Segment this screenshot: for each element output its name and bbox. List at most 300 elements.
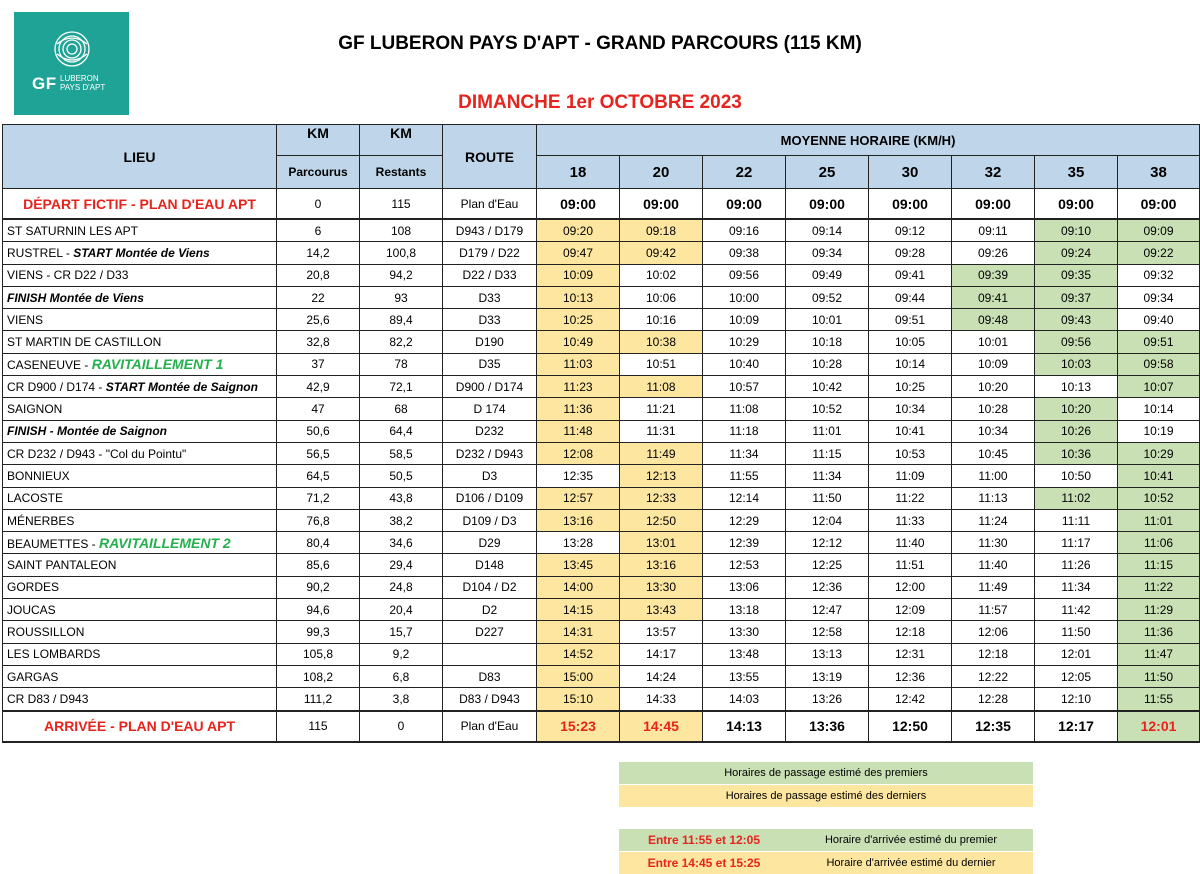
lieu-climb: START Montée de Viens <box>73 245 210 260</box>
cell-lieu <box>3 442 277 464</box>
lieu-ravitaillement: RAVITAILLEMENT 2 <box>99 534 231 551</box>
header-lieu: LIEU <box>3 125 277 189</box>
table-row <box>3 711 1200 742</box>
header-speed: 35 <box>1035 156 1118 189</box>
lieu-climb: FINISH Montée de Viens <box>7 290 144 305</box>
cell-km-restants: 68 <box>360 398 443 420</box>
cell-time: 10:34 <box>869 398 952 420</box>
cell-time: 09:41 <box>869 264 952 286</box>
note-dernier-desc: Horaire d'arrivée estimé du dernier <box>826 857 996 869</box>
cell-km-parcourus: 99,3 <box>277 621 360 643</box>
cell-time: 10:42 <box>786 376 869 398</box>
cell-km-restants: 94,2 <box>360 264 443 286</box>
cell-route: D900 / D174 <box>443 376 537 398</box>
cell-time: 09:34 <box>786 242 869 264</box>
cell-time: 11:15 <box>786 442 869 464</box>
cell-time: 11:21 <box>620 398 703 420</box>
note-premier <box>619 829 1033 851</box>
cell-time: 11:00 <box>952 465 1035 487</box>
cell-time: 11:50 <box>1035 621 1118 643</box>
table-row <box>3 353 1200 375</box>
cell-time: 10:25 <box>537 309 620 331</box>
cell-lieu <box>3 353 277 375</box>
cell-time: 12:36 <box>869 665 952 687</box>
cell-time: 10:41 <box>869 420 952 442</box>
table-row <box>3 665 1200 687</box>
header-km-parcourus: KM <box>277 125 360 156</box>
lieu-text: CR D232 / D943 - "Col du Pointu" <box>7 446 187 461</box>
cell-time: 09:20 <box>537 219 620 242</box>
header-restants-sub: Restants <box>360 156 443 189</box>
cell-time: 12:36 <box>786 576 869 598</box>
cell-time: 10:45 <box>952 442 1035 464</box>
cell-time: 11:02 <box>1035 487 1118 509</box>
cell-km-parcourus: 108,2 <box>277 665 360 687</box>
cell-time: 12:33 <box>620 487 703 509</box>
cell-time: 11:23 <box>537 376 620 398</box>
cell-time: 13:19 <box>786 665 869 687</box>
cell-km-restants: 108 <box>360 219 443 242</box>
cell-km-parcourus: 94,6 <box>277 599 360 621</box>
cell-lieu <box>3 219 277 242</box>
cell-km-parcourus: 42,9 <box>277 376 360 398</box>
cell-lieu <box>3 532 277 554</box>
cell-time: 10:50 <box>1035 465 1118 487</box>
cell-time: 10:53 <box>869 442 952 464</box>
cell-time: 14:45 <box>620 711 703 742</box>
cell-time: 11:09 <box>869 465 952 487</box>
cell-km-parcourus: 115 <box>277 711 360 742</box>
cell-time: 14:00 <box>537 576 620 598</box>
cell-time: 09:18 <box>620 219 703 242</box>
cell-km-parcourus: 6 <box>277 219 360 242</box>
cell-time: 09:41 <box>952 286 1035 308</box>
cell-time: 10:09 <box>703 309 786 331</box>
cell-km-restants: 29,4 <box>360 554 443 576</box>
legend-derniers: Horaires de passage estimé des derniers <box>619 785 1033 807</box>
cell-km-restants: 34,6 <box>360 532 443 554</box>
lieu-text: VIENS <box>7 312 44 327</box>
header-speed: 30 <box>869 156 952 189</box>
cell-time: 11:26 <box>1035 554 1118 576</box>
note-dernier-range: Entre 14:45 et 15:25 <box>647 856 761 870</box>
cell-lieu <box>3 309 277 331</box>
cell-time: 10:14 <box>1118 398 1200 420</box>
cell-route <box>443 643 537 665</box>
cell-km-parcourus: 71,2 <box>277 487 360 509</box>
cell-time: 09:51 <box>869 309 952 331</box>
cell-time: 13:45 <box>537 554 620 576</box>
cell-time: 13:55 <box>703 665 786 687</box>
cell-time: 14:33 <box>620 688 703 711</box>
cell-time: 09:49 <box>786 264 869 286</box>
table-row <box>3 621 1200 643</box>
note-premier-desc: Horaire d'arrivée estimé du premier <box>824 834 998 846</box>
cell-km-restants: 93 <box>360 286 443 308</box>
cell-time: 11:11 <box>1035 509 1118 531</box>
cell-time: 09:40 <box>1118 309 1200 331</box>
cell-time: 10:38 <box>620 331 703 353</box>
cell-lieu <box>3 487 277 509</box>
cell-time: 09:37 <box>1035 286 1118 308</box>
cell-time: 09:47 <box>537 242 620 264</box>
cell-time: 11:51 <box>869 554 952 576</box>
cell-time: 10:52 <box>786 398 869 420</box>
cell-km-parcourus: 50,6 <box>277 420 360 442</box>
cell-time: 09:51 <box>1118 331 1200 353</box>
cell-time: 09:22 <box>1118 242 1200 264</box>
cell-time: 11:17 <box>1035 532 1118 554</box>
cell-time: 09:43 <box>1035 309 1118 331</box>
lieu-text: ROUSSILLON <box>7 624 85 639</box>
cell-time: 14:31 <box>537 621 620 643</box>
cell-time: 11:49 <box>620 442 703 464</box>
timetable <box>2 124 1200 743</box>
cell-time: 10:57 <box>703 376 786 398</box>
cell-km-restants: 58,5 <box>360 442 443 464</box>
cell-lieu <box>3 242 277 264</box>
cell-lieu <box>3 264 277 286</box>
cell-time: 11:50 <box>786 487 869 509</box>
cell-time: 11:01 <box>786 420 869 442</box>
cell-km-restants: 82,2 <box>360 331 443 353</box>
cell-time: 11:03 <box>537 353 620 375</box>
table-row <box>3 442 1200 464</box>
cell-time: 12:09 <box>869 599 952 621</box>
cell-route: D33 <box>443 286 537 308</box>
cell-km-restants: 100,8 <box>360 242 443 264</box>
cell-route: D148 <box>443 554 537 576</box>
cell-time: 11:15 <box>1118 554 1200 576</box>
cell-time: 14:15 <box>537 599 620 621</box>
cell-time: 11:55 <box>1118 688 1200 711</box>
cell-km-parcourus: 32,8 <box>277 331 360 353</box>
cell-lieu <box>3 554 277 576</box>
cell-time: 11:36 <box>1118 621 1200 643</box>
cell-km-restants: 0 <box>360 711 443 742</box>
lieu-text: BEAUMETTES - <box>7 536 100 551</box>
cell-time: 14:17 <box>620 643 703 665</box>
header-speed: 38 <box>1118 156 1200 189</box>
header-moyenne: MOYENNE HORAIRE (KM/H) <box>537 125 1200 156</box>
cell-lieu <box>3 688 277 711</box>
cell-time: 11:29 <box>1118 599 1200 621</box>
cell-time: 12:42 <box>869 688 952 711</box>
cell-time: 12:31 <box>869 643 952 665</box>
cell-time: 09:16 <box>703 219 786 242</box>
cell-time: 10:51 <box>620 353 703 375</box>
cell-time: 11:01 <box>1118 509 1200 531</box>
cell-km-restants: 43,8 <box>360 487 443 509</box>
cell-time: 09:00 <box>869 189 952 220</box>
table-row <box>3 286 1200 308</box>
cell-route: D109 / D3 <box>443 509 537 531</box>
cell-time: 10:18 <box>786 331 869 353</box>
note-premier-range: Entre 11:55 et 12:05 <box>647 833 761 847</box>
cell-km-restants: 6,8 <box>360 665 443 687</box>
cell-lieu <box>3 643 277 665</box>
table-row <box>3 242 1200 264</box>
cell-lieu <box>3 599 277 621</box>
cell-time: 12:05 <box>1035 665 1118 687</box>
cell-time: 12:22 <box>952 665 1035 687</box>
lieu-ravitaillement: RAVITAILLEMENT 1 <box>91 356 224 373</box>
cell-time: 11:18 <box>703 420 786 442</box>
cell-time: 10:09 <box>537 264 620 286</box>
lieu-text: SAINT PANTALEON <box>7 558 117 573</box>
header-parcourus-sub: Parcourus <box>277 156 360 189</box>
cell-km-parcourus: 56,5 <box>277 442 360 464</box>
cell-lieu: DÉPART FICTIF - PLAN D'EAU APT <box>3 189 277 220</box>
table-row <box>3 554 1200 576</box>
cell-km-parcourus: 105,8 <box>277 643 360 665</box>
cell-time: 10:20 <box>952 376 1035 398</box>
cell-time: 12:58 <box>786 621 869 643</box>
cell-km-parcourus: 25,6 <box>277 309 360 331</box>
cell-time: 13:16 <box>620 554 703 576</box>
table-row <box>3 376 1200 398</box>
cell-time: 13:57 <box>620 621 703 643</box>
cell-time: 12:50 <box>620 509 703 531</box>
cell-km-parcourus: 0 <box>277 189 360 220</box>
cell-route: D232 / D943 <box>443 442 537 464</box>
cell-time: 12:17 <box>1035 711 1118 742</box>
cell-km-parcourus: 111,2 <box>277 688 360 711</box>
cell-time: 12:01 <box>1118 711 1200 742</box>
cell-time: 09:00 <box>703 189 786 220</box>
cell-time: 10:28 <box>786 353 869 375</box>
cell-time: 11:30 <box>952 532 1035 554</box>
cell-time: 09:00 <box>620 189 703 220</box>
cell-time: 11:34 <box>703 442 786 464</box>
cell-time: 10:09 <box>952 353 1035 375</box>
header-speed: 20 <box>620 156 703 189</box>
cell-time: 11:49 <box>952 576 1035 598</box>
cell-time: 11:34 <box>1035 576 1118 598</box>
cell-route: D227 <box>443 621 537 643</box>
cell-km-parcourus: 37 <box>277 353 360 375</box>
cell-time: 13:28 <box>537 532 620 554</box>
cell-km-restants: 89,4 <box>360 309 443 331</box>
cell-time: 12:39 <box>703 532 786 554</box>
cell-route: D35 <box>443 353 537 375</box>
cell-route: D33 <box>443 309 537 331</box>
cell-km-restants: 24,8 <box>360 576 443 598</box>
cell-route: D3 <box>443 465 537 487</box>
table-row <box>3 398 1200 420</box>
cell-time: 11:50 <box>1118 665 1200 687</box>
cell-time: 09:39 <box>952 264 1035 286</box>
table-row <box>3 643 1200 665</box>
header-speed: 18 <box>537 156 620 189</box>
cell-time: 12:01 <box>1035 643 1118 665</box>
cell-km-parcourus: 76,8 <box>277 509 360 531</box>
table-row <box>3 264 1200 286</box>
table-row <box>3 465 1200 487</box>
cell-time: 12:35 <box>952 711 1035 742</box>
cell-time: 13:30 <box>620 576 703 598</box>
cell-km-parcourus: 22 <box>277 286 360 308</box>
lieu-text: ST SATURNIN LES APT <box>7 223 138 238</box>
cell-time: 12:47 <box>786 599 869 621</box>
cell-time: 09:11 <box>952 219 1035 242</box>
cell-time: 10:40 <box>703 353 786 375</box>
cell-route: Plan d'Eau <box>443 711 537 742</box>
table-row <box>3 420 1200 442</box>
cell-route: D83 / D943 <box>443 688 537 711</box>
cell-time: 09:44 <box>869 286 952 308</box>
cell-time: 09:00 <box>1118 189 1200 220</box>
table-row <box>3 487 1200 509</box>
cell-time: 14:24 <box>620 665 703 687</box>
cell-time: 12:29 <box>703 509 786 531</box>
logo-sub: LUBERON PAYS D'APT <box>60 74 106 92</box>
lieu-text: LACOSTE <box>7 491 64 506</box>
lieu-text: CR D900 / D174 - <box>7 379 106 394</box>
cell-time: 11:47 <box>1118 643 1200 665</box>
cell-time: 09:00 <box>952 189 1035 220</box>
lieu-climb: START Montée de Saignon <box>105 379 258 394</box>
cell-time: 10:07 <box>1118 376 1200 398</box>
cell-lieu <box>3 509 277 531</box>
cell-time: 10:03 <box>1035 353 1118 375</box>
cell-route: D943 / D179 <box>443 219 537 242</box>
legend-premiers: Horaires de passage estimé des premiers <box>619 762 1033 784</box>
cell-time: 11:40 <box>952 554 1035 576</box>
cell-time: 09:56 <box>703 264 786 286</box>
lieu-text: SAIGNON <box>7 402 63 417</box>
table-row <box>3 309 1200 331</box>
cell-time: 12:18 <box>869 621 952 643</box>
cell-time: 10:28 <box>952 398 1035 420</box>
cell-time: 11:13 <box>952 487 1035 509</box>
cell-km-parcourus: 80,4 <box>277 532 360 554</box>
header-speed: 25 <box>786 156 869 189</box>
cell-time: 10:34 <box>952 420 1035 442</box>
cell-time: 11:24 <box>952 509 1035 531</box>
cell-lieu: ARRIVÉE - PLAN D'EAU APT <box>3 711 277 742</box>
cell-time: 09:00 <box>786 189 869 220</box>
cell-time: 11:36 <box>537 398 620 420</box>
cell-route: D29 <box>443 532 537 554</box>
cell-time: 12:12 <box>786 532 869 554</box>
cell-km-restants: 64,4 <box>360 420 443 442</box>
event-date: DIMANCHE 1er OCTOBRE 2023 <box>458 92 742 113</box>
cell-time: 11:40 <box>869 532 952 554</box>
cell-time: 12:18 <box>952 643 1035 665</box>
header-km-restants: KM <box>360 125 443 156</box>
note-dernier <box>619 852 1033 874</box>
cell-route: D22 / D33 <box>443 264 537 286</box>
cell-km-parcourus: 90,2 <box>277 576 360 598</box>
cell-route: D190 <box>443 331 537 353</box>
lieu-text: GORDES <box>7 580 60 595</box>
cell-time: 13:18 <box>703 599 786 621</box>
cell-time: 12:08 <box>537 442 620 464</box>
cell-time: 11:48 <box>537 420 620 442</box>
cell-time: 10:25 <box>869 376 952 398</box>
cell-time: 09:10 <box>1035 219 1118 242</box>
lieu-text: LES LOMBARDS <box>7 647 101 662</box>
cell-lieu <box>3 465 277 487</box>
cell-time: 11:22 <box>1118 576 1200 598</box>
cell-time: 09:38 <box>703 242 786 264</box>
cell-time: 09:28 <box>869 242 952 264</box>
lieu-text: MÉNERBES <box>7 513 75 528</box>
cell-time: 11:33 <box>869 509 952 531</box>
cell-time: 10:01 <box>952 331 1035 353</box>
cell-km-restants: 50,5 <box>360 465 443 487</box>
cell-time: 12:35 <box>537 465 620 487</box>
cell-km-restants: 115 <box>360 189 443 220</box>
cell-km-restants: 3,8 <box>360 688 443 711</box>
table-row <box>3 331 1200 353</box>
cell-time: 09:14 <box>786 219 869 242</box>
cell-time: 10:13 <box>1035 376 1118 398</box>
table-row <box>3 219 1200 242</box>
table-row <box>3 532 1200 554</box>
table-row <box>3 189 1200 220</box>
table-row <box>3 509 1200 531</box>
cell-time: 09:00 <box>1035 189 1118 220</box>
cell-lieu <box>3 398 277 420</box>
cell-time: 12:00 <box>869 576 952 598</box>
cell-time: 11:57 <box>952 599 1035 621</box>
cell-time: 11:34 <box>786 465 869 487</box>
cell-time: 10:29 <box>703 331 786 353</box>
cell-time: 12:50 <box>869 711 952 742</box>
cell-time: 10:00 <box>703 286 786 308</box>
cell-route: D104 / D2 <box>443 576 537 598</box>
cell-time: 13:13 <box>786 643 869 665</box>
cell-km-parcourus: 20,8 <box>277 264 360 286</box>
lieu-text: BONNIEUX <box>7 468 70 483</box>
cell-lieu <box>3 576 277 598</box>
cell-km-restants: 72,1 <box>360 376 443 398</box>
cell-km-parcourus: 64,5 <box>277 465 360 487</box>
cell-time: 11:08 <box>703 398 786 420</box>
cell-time: 13:16 <box>537 509 620 531</box>
cell-km-parcourus: 47 <box>277 398 360 420</box>
cell-time: 11:42 <box>1035 599 1118 621</box>
header-speed: 22 <box>703 156 786 189</box>
cell-km-restants: 38,2 <box>360 509 443 531</box>
cell-time: 09:48 <box>952 309 1035 331</box>
cell-time: 10:02 <box>620 264 703 286</box>
cell-km-restants: 20,4 <box>360 599 443 621</box>
cell-time: 15:00 <box>537 665 620 687</box>
cell-time: 09:34 <box>1118 286 1200 308</box>
cell-time: 09:09 <box>1118 219 1200 242</box>
cell-time: 13:26 <box>786 688 869 711</box>
cell-time: 09:35 <box>1035 264 1118 286</box>
cell-km-restants: 9,2 <box>360 643 443 665</box>
cell-time: 12:04 <box>786 509 869 531</box>
cell-km-restants: 78 <box>360 353 443 375</box>
cell-time: 12:53 <box>703 554 786 576</box>
lieu-text: CASENEUVE - <box>7 358 92 373</box>
cell-km-parcourus: 14,2 <box>277 242 360 264</box>
cell-time: 10:49 <box>537 331 620 353</box>
cell-time: 11:06 <box>1118 532 1200 554</box>
cell-time: 09:00 <box>537 189 620 220</box>
lieu-text: RUSTREL - <box>7 245 74 260</box>
cell-time: 15:23 <box>537 711 620 742</box>
cell-time: 11:08 <box>620 376 703 398</box>
cell-time: 12:10 <box>1035 688 1118 711</box>
table-row <box>3 599 1200 621</box>
cell-time: 10:19 <box>1118 420 1200 442</box>
